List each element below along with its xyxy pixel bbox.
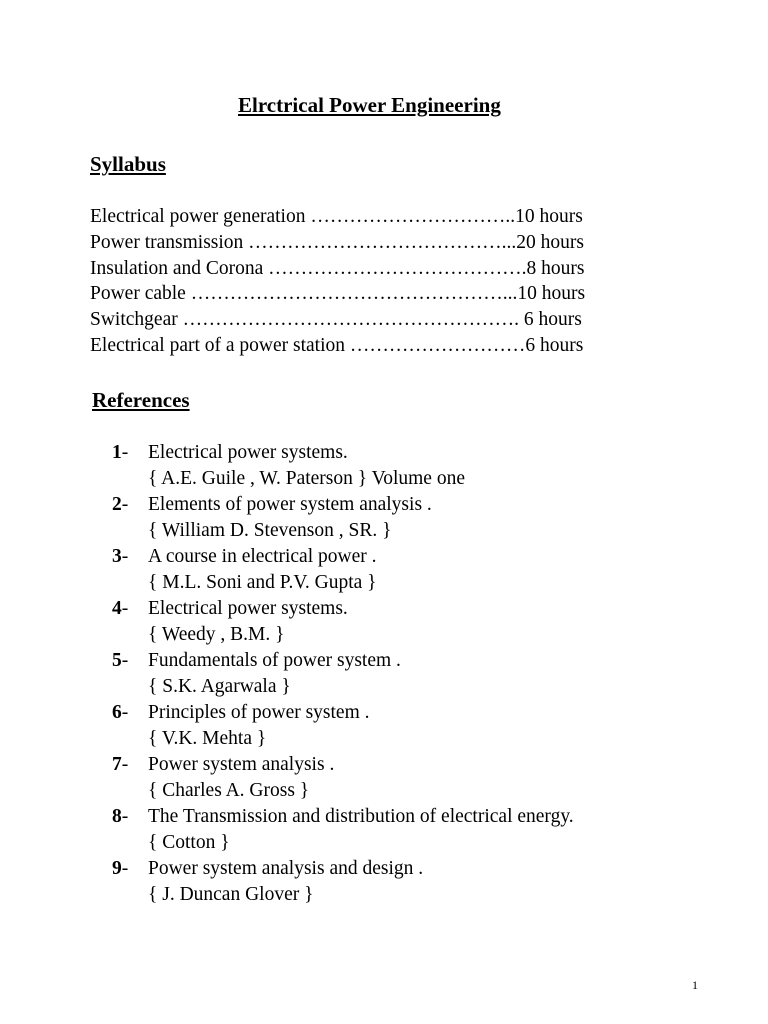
reference-title: Electrical power systems. — [148, 442, 348, 463]
reference-number: 3- — [112, 546, 129, 567]
reference-author: { Cotton } — [148, 832, 230, 853]
reference-item — [112, 440, 752, 492]
syllabus-item: Power transmission …………………………………...20 hours — [90, 231, 584, 253]
reference-author: { V.K. Mehta } — [148, 728, 267, 749]
reference-number: 2- — [112, 494, 129, 515]
syllabus-list — [90, 204, 690, 359]
reference-item — [112, 596, 752, 648]
reference-item — [112, 804, 752, 856]
reference-item — [112, 856, 752, 908]
reference-number: 7- — [112, 754, 129, 775]
reference-title: Power system analysis and design . — [148, 858, 424, 879]
reference-item — [112, 544, 752, 596]
reference-author: { J. Duncan Glover } — [148, 884, 314, 905]
reference-author: { S.K. Agarwala } — [148, 676, 291, 697]
reference-author: { M.L. Soni and P.V. Gupta } — [148, 572, 377, 593]
reference-item — [112, 752, 752, 804]
syllabus-item: Electrical part of a power station ………………………6 hours — [90, 334, 584, 356]
references-list — [112, 440, 752, 908]
reference-title: Fundamentals of power system . — [148, 650, 401, 671]
reference-title: Principles of power system . — [148, 702, 370, 723]
syllabus-item: Switchgear ……………………………………………. 6 hours — [90, 309, 582, 331]
reference-title: Electrical power systems. — [148, 598, 348, 619]
reference-item — [112, 648, 752, 700]
syllabus-item: Electrical power generation …………………………..10 hours — [90, 206, 583, 227]
reference-number: 5- — [112, 650, 129, 671]
page-number: 1 — [692, 978, 698, 992]
reference-author: { Weedy , B.M. } — [148, 624, 285, 645]
reference-title: A course in electrical power . — [148, 546, 377, 567]
document-title: Elrctrical Power Engineering — [238, 93, 501, 117]
references-heading: References — [92, 388, 190, 412]
reference-title: Elements of power system analysis . — [148, 494, 432, 515]
reference-number: 9- — [112, 858, 129, 879]
reference-number: 8- — [112, 806, 129, 827]
reference-title: Power system analysis . — [148, 754, 335, 775]
reference-number: 6- — [112, 702, 129, 723]
reference-number: 4- — [112, 598, 129, 619]
reference-number: 1- — [112, 442, 129, 463]
reference-item — [112, 492, 752, 544]
reference-title: The Transmission and distribution of electrical energy. — [148, 806, 574, 827]
syllabus-item: Insulation and Corona ………………………………….8 hours — [90, 257, 585, 279]
syllabus-item: Power cable …………………………………………...10 hours — [90, 283, 586, 305]
reference-author: { Charles A. Gross } — [148, 780, 310, 801]
syllabus-heading: Syllabus — [90, 152, 166, 176]
reference-author: { A.E. Guile , W. Paterson } Volume one — [148, 468, 465, 489]
reference-author: { William D. Stevenson , SR. } — [148, 520, 392, 541]
reference-item — [112, 700, 752, 752]
